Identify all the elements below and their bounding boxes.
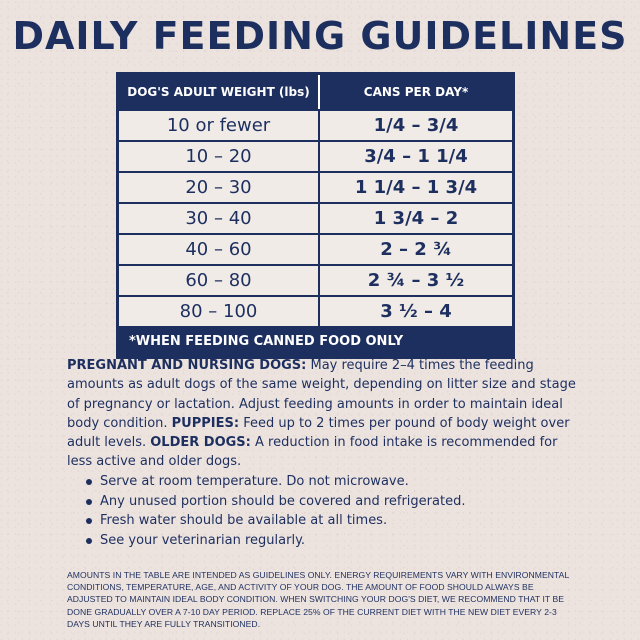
puppies-label: PUPPIES: (171, 415, 240, 431)
cans-cell: 2 – 2 ¾ (380, 239, 452, 260)
table-footnote: *WHEN FEEDING CANNED FOOD ONLY (119, 326, 512, 356)
older-dogs-text: A reduction in food intake is recommended for less active and older dogs. (67, 435, 558, 470)
guidance-paragraph (67, 356, 577, 472)
weight-cell: 10 or fewer (119, 111, 320, 140)
care-bullet-list (84, 472, 584, 550)
feeding-table (116, 72, 515, 359)
pregnant-label: PREGNANT AND NURSING DOGS: (67, 358, 307, 373)
disclaimer-text: AMOUNTS IN THE TABLE ARE INTENDED AS GUIDELINES ONLY. ENERGY REQUIREMENTS VARY WITH ENVIRONMENTAL CONDITIONS, TEMPERATURE, AGE, AND ACTIVITY OF YOUR DOG. THE AMOUNT OF FOOD SHOULD ALWAYS BE ADJUSTED TO MAINTAIN IDEAL BODY CONDITION. WHEN SWITCHING YOUR DOG'S DIET, WE RECOMMEND THAT IT BE DONE GRADUALLY OVER A 7-10 DAY PERIOD. REPLACE 25% OF THE CURRENT DIET WITH THE NEW DIET EVERY 2-3 DAYS UNTIL THEY ARE FULLY TRANSITIONED. (67, 570, 569, 629)
cans-column-header: CANS PER DAY* (363, 85, 469, 99)
table-row (119, 233, 512, 264)
table-row (119, 171, 512, 202)
older-dogs-label: OLDER DOGS: (150, 435, 251, 451)
list-item: See your veterinarian regularly. (84, 531, 584, 551)
pregnant-text: May require 2–4 times the feeding amounts as adult dogs of the same weight, depending on litter size and stage of pregnancy or lactation. Adjust feeding amounts in order to maintain ideal body condition. (67, 358, 576, 431)
list-item: Any unused portion should be covered and refrigerated. (84, 492, 584, 512)
weight-cell: 40 – 60 (119, 235, 320, 264)
list-item: Serve at room temperature. Do not microwave. (84, 472, 584, 492)
cans-cell: 3/4 – 1 1/4 (364, 146, 468, 167)
table-row (119, 295, 512, 326)
weight-cell: 80 – 100 (119, 297, 320, 326)
table-row (119, 140, 512, 171)
weight-cell: 60 – 80 (119, 266, 320, 295)
table-header (119, 75, 512, 109)
weight-cell: 20 – 30 (119, 173, 320, 202)
table-row (119, 202, 512, 233)
cans-cell: 3 ½ – 4 (380, 301, 452, 322)
weight-cell: 30 – 40 (119, 204, 320, 233)
table-row (119, 264, 512, 295)
page-title: DAILY FEEDING GUIDELINES (12, 14, 628, 58)
weight-cell: 10 – 20 (119, 142, 320, 171)
puppies-text: Feed up to 2 times per pound of body weight over adult levels. (67, 415, 570, 451)
cans-cell: 1 3/4 – 2 (373, 208, 459, 229)
cans-cell: 1 1/4 – 1 3/4 (354, 177, 478, 198)
cans-cell: 1/4 – 3/4 (373, 115, 459, 136)
cans-cell: 2 ¾ – 3 ½ (367, 270, 465, 291)
table-row (119, 109, 512, 140)
weight-column-header: DOG'S ADULT WEIGHT (lbs) (119, 75, 320, 109)
list-item: Fresh water should be available at all times. (84, 511, 584, 531)
